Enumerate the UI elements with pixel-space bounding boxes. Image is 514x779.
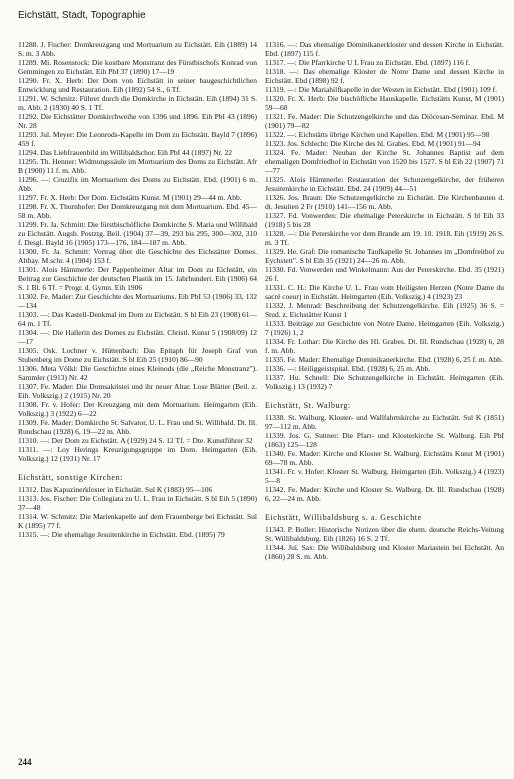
bibliography-entry: 11296. —: Cruzifix im Mortuarium des Doms zu Eichstätt. Ebd. (1901) 6 m. Abb. (18, 175, 257, 193)
bibliography-entry: 11337. Hu. Schnell: Die Schutzengelkirche in Eichstätt. Heimgarten (Eih. Volkszig.) 13 (1932) 7 (265, 373, 504, 391)
bibliography-entry: 11333. Beiträge zur Geschichte von Notre Dame. Heimgarten (Eih. Volkszig.) 7 (1926) 1, 2 (265, 319, 504, 337)
bibliography-entry: 11312. Das Kapuzinerkloster in Eichstätt. Sul K (1883) 95—106 (18, 485, 213, 494)
bibliography-entry: 11297. Fr. X. Herb: Der Dom. Eichstätts Kunst. M (1901) 29—44 m. Abb. (18, 193, 242, 202)
bibliography-entry: 11320. Fr. X. Herb: Die bischöfliche Hauskapelle. Eichstätts Kunst, M (1901) 59—68 (265, 94, 504, 112)
bibliography-entry: 11299. Fr. Ja. Schmitt: Die fürstbischöfliche Domkirche S. Maria und Willibald zu Eichstätt. Augsb. Postztg. Beil. (1904) 37—39, 293 bis 295, 300—302, 310 f. Desgl. Bayld 16 (1905) 173—176, 184—187 m. Abb. (18, 220, 257, 247)
bibliography-entry: 11339. Jos. G. Suttner: Die Pfarr- und Klosterkirche St. Walburg. Eih PbI (1863) 125—128 (265, 431, 504, 449)
bibliography-entry: 11335. Fe. Mader: Ehemalige Dominikanerkirche. Ebd. (1928) 6, 25 f. m. Abb. (265, 355, 503, 364)
bibliography-entry: 11341. Fr. v. Hofer: Kloster St. Walburg. Heimgarten (Eih. Volkszig.) 4 (1923) 5—8 (265, 467, 504, 485)
bibliography-entry: 11323. Jos. Schlecht: Die Kirche des hl. Grabes. Ebd. M (1901) 91—94 (265, 139, 481, 148)
bibliography-entry: 11302. Fe. Mader: Zur Geschichte des Mortuariums. Eih PbI 53 (1906) 33, 132—134 (18, 292, 257, 310)
bibliography-entry: 11298. Fr. X. Thurnhofer: Der Domkreuzgang mit dem Mortuarium. Ebd. 45—58 m. Abb. (18, 202, 257, 220)
bibliography-entry: 11324. Fe. Mader: Neubau der Kirche St. Johannes Baptist auf dem ehemaligen Domfriedhof in Eichstätt von 1520 bis 1527. S bl Eih 22 (1907) 71—77 (265, 148, 504, 175)
bibliography-entry: 11293. Jul. Meyer: Die Leonrods-Kapelle im Dom zu Eichstätt. Bayld 7 (1896) 459 f. (18, 130, 257, 148)
bibliography-entry: 11314. W. Schmitz: Die Marienkapelle auf dem Frauenberge bei Eichstätt. Sul K (1895) 77 f. (18, 512, 257, 530)
bibliography-entry: 11295. Th. Henner: Widmungssäule im Mortuarium des Doms zu Eichstätt. Afr B (1900) 11 f. m. Abb. (18, 157, 257, 175)
bibliography-entry: 11308. Fr. v. Hofer: Der Kreuzgang mit dem Mortuarium. Heimgarten (Eih. Volkszig.) 3 (1922) 6—22 (18, 400, 257, 418)
bibliography-entry: 11311. —: Loy Herings Kreuzigungsgruppe im Dom. Heimgarten (Eih. Volkszig.) 12 (1931) Nr. 17 (18, 445, 257, 463)
bibliography-entry: 11319. —: Die Mariahilfkapelle in der Westen in Eichstätt. Ebd (1901) 109 f. (265, 85, 498, 94)
bibliography-entry: 11289. Mi. Rosenstock: Die kostbare Monstranz des Fürstbischofs Konrad von Gemmingen zu Eichstätt. Eih PbI 37 (1890) 17—19 (18, 58, 257, 76)
bibliography-entry: 11309. Fe. Mader: Domkirche St. Salvator, U. L. Frau und St. Willibald. Dt. Ill. Rundschau (1928) 6, 19—22 m. Abb. (18, 418, 257, 436)
bibliography-entry: 11328. —: Die Peterskirche vor dem Brande am 19. 10. 1918. Eih (1919) 26 S. m. 3 Tf. (265, 229, 504, 247)
bibliography-entry: 11326. Jos. Braun: Die Schutzengelkirche zu Eichstätt. Die Kirchenbauten d. dt. Jesuiten 2 Fr (1910) 141—156 m. Abb. (265, 193, 504, 211)
bibliography-entry: 11316. —: Das ehemalige Dominikanerkloster und dessen Kirche in Eichstätt. Ebd. (1897) 115 f. (265, 40, 504, 58)
running-header: Eichstätt, Stadt, Topographie (18, 10, 146, 21)
bibliography-entry: 11313. Jos. Fischer: Die Collegiata zu U. L. Frau in Eichstätt. S bl Eih 5 (1890) 37—48 (18, 494, 257, 512)
bibliography-entry: 11329. He. Graf: Die romanische Taufkapelle St. Johannes im „Domfreithof zu Eychstett". S bl Eih 35 (1921) 24—26 m. Abb. (265, 247, 504, 265)
left-column (18, 40, 257, 561)
bibliography-entry: 11334. Fr. Lothar: Die Kirche des Hl. Grabes. Dt. Ill. Rundschau (1928) 6, 28 f. m. Abb. (265, 337, 504, 355)
bibliography-entry: 11332. J. Menrad: Beschreibung der Schutzengelkirche. Eih (1925) 36 S. = Stud. z. Eichstätter Kunst 1 (265, 301, 504, 319)
section-heading: Eichstätt, Willibaldsburg s. a. Geschichte (265, 513, 422, 522)
bibliography-entry: 11322. —: Eichstätts übrige Kirchen und Kapellen. Ebd. M (1901) 95—98 (265, 130, 490, 139)
bibliography-entry: 11330. Fd. Vonwerden und Winkelmann: Aus der Peterskirche. Ebd. 35 (1921) 26 f. (265, 265, 504, 283)
bibliography-entry: 11304. —: Die Hallerin des Domes zu Eichstätt. Christl. Kunst 5 (1908/09) 12—17 (18, 328, 257, 346)
bibliography-entry: 11290. Fr. X. Herb: Der Dom von Eichstätt in seiner baugeschichtlichen Entwicklung und Restauration. Eih (1892) 54 S., 6 Tf. (18, 76, 257, 94)
bibliography-entry: 11288. J. Fischer: Domkreuzgang und Mortuarium zu Eichstätt. Eih (1889) 14 S. m. 3 Abb. (18, 40, 257, 58)
bibliography-entry: 11310. —: Der Dom zu Eichstätt. A (1929) 24 S. 12 Tf. = Dte. Kunstführer 32 (18, 436, 253, 445)
bibliography-entry: 11291. W. Schmitz: Führer durch die Domkirche in Eichstätt. Eih (1894) 31 S. m. Abb. 2 (1930) 40 S. 1 Tf. (18, 94, 257, 112)
bibliography-entry: 11343. P. Boller: Historische Notizen über die ehem. deutsche Reichs-Veitung St. Willibaldsburg. Eih (1826) 16 S. 2 Tf. (265, 525, 504, 543)
bibliography-entry: 11321. Fe. Mader: Die Schutzengelkirche und das Diöcesan-Seminar. Ebd. M (1901) 79—82 (265, 112, 504, 130)
bibliography-entry: 11318. —: Das ehemalige Kloster de Notre Dame und dessen Kirche in Eichstätt. Ebd (1898) 92 f. (265, 67, 504, 85)
bibliography-entry: 11342. Fe. Mader: Kirche und Kloster St. Walburg. Dt. Ill. Rundschau (1928) 6, 22—24 m. Abb. (265, 485, 504, 503)
bibliography-entry: 11317. —: Die Pfarrkirche U L Frau zu Eichstätt. Ebd. (1897) 116 f. (265, 58, 470, 67)
bibliography-entry: 11307. Fe. Mader: Die Domsakristei und ihr neuer Altar. Lose Blätter (Beil. z. Eih. Volkszig.) 2 (1915) Nr. 20 (18, 382, 257, 400)
bibliography-entry: 11300. Fr. Ja. Schmitt: Vortrag über die Geschichte des Eichstätter Domes. Altbay. M.schr. 4 (1904) 153 f. (18, 247, 257, 265)
bibliography-entry: 11305. Osk. Lochner v. Hüttenbach: Das Epitaph für Joseph Graf von Stubenberg im Dome zu Eichstätt. S bl Eih 25 (1910) 86—90 (18, 346, 257, 364)
bibliography-entry: 11340. Fe. Mader: Kirche und Kloster St. Walburg. Eichstätts Kunst M (1901) 69—78 m. Abb. (265, 449, 504, 467)
bibliography-entry: 11294. Das Liebfrauenbild im Willibaldschor. Eih PbI 44 (1897) Nr. 22 (18, 148, 233, 157)
bibliography-entry: 11327. Fd. Vonwerden: Die ehemalige Peterskirche in Eichstätt. S bl Eih 33 (1918) 5 bis 28 (265, 211, 504, 229)
bibliography-entry: 11338. St. Walburg, Kloster- und Wallfahrtskirche zu Eichstätt. Sul K (1851) 97—112 m. Abb. (265, 413, 504, 431)
right-column (265, 40, 504, 561)
section-heading: Eichstätt, sonstige Kirchen: (18, 473, 124, 482)
page-number: 244 (18, 757, 32, 767)
bibliography-entry: 11315. —: Die ehemalige Jesuitenkirche in Eichstätt. Ebd. (1895) 79 (18, 530, 225, 539)
bibliography-entry: 11303. —: Das Kastell-Denkmal im Dom zu Eichstätt. S bl Eih 23 (1908) 61—64 m. 1 Tf. (18, 310, 257, 328)
bibliography-entry: 11325. Alois Hämmerle: Restauration der Schutzengelkirche, der früheren Jesuitenkirche in Eichstätt. Ebd. 24 (1909) 44—51 (265, 175, 504, 193)
bibliography-entry: 11331. C. H.: Die Kirche U. L. Frau vom Heiligsten Herzen (Notre Dame du sacré coeur) in Eichstätt. Heimgarten (Eih. Volkszig.) 4 (1923) 23 (265, 283, 504, 301)
bibliography-entry: 11336. —: Heiliggeistspital. Ebd. (1928) 6, 25 m. Abb. (265, 364, 431, 373)
bibliography-columns (18, 40, 504, 561)
bibliography-entry: 11292. Die Eichstätter Domkirchweihe von 1396 und 1896. Eih PbI 43 (1896) Nr. 28 (18, 112, 257, 130)
section-heading: Eichstätt, St. Walburg: (265, 401, 351, 410)
bibliography-entry: 11344. Jul. Sax: Die Willibaldsburg und Kloster Mariastein bei Eichstätt. An (1860) 28 S. m. Abb. (265, 543, 504, 561)
bibliography-entry: 11306. Meta Völkl: Die Geschichte eines Kleinods (die „Reiche Monstranz"). Sammler (1913) Nr. 42 (18, 364, 257, 382)
bibliography-entry: 11301. Alois Hämmerle: Der Pappenheimer Altar im Dom zu Eichstätt, ein Beitrag zur Geschichte der deutschen Plastik im 15. Jahrhundert. Eih (1906) 64 S. 1 Bl. 6 Tf. = Progr. d. Gymn. Eih 1906 (18, 265, 257, 292)
